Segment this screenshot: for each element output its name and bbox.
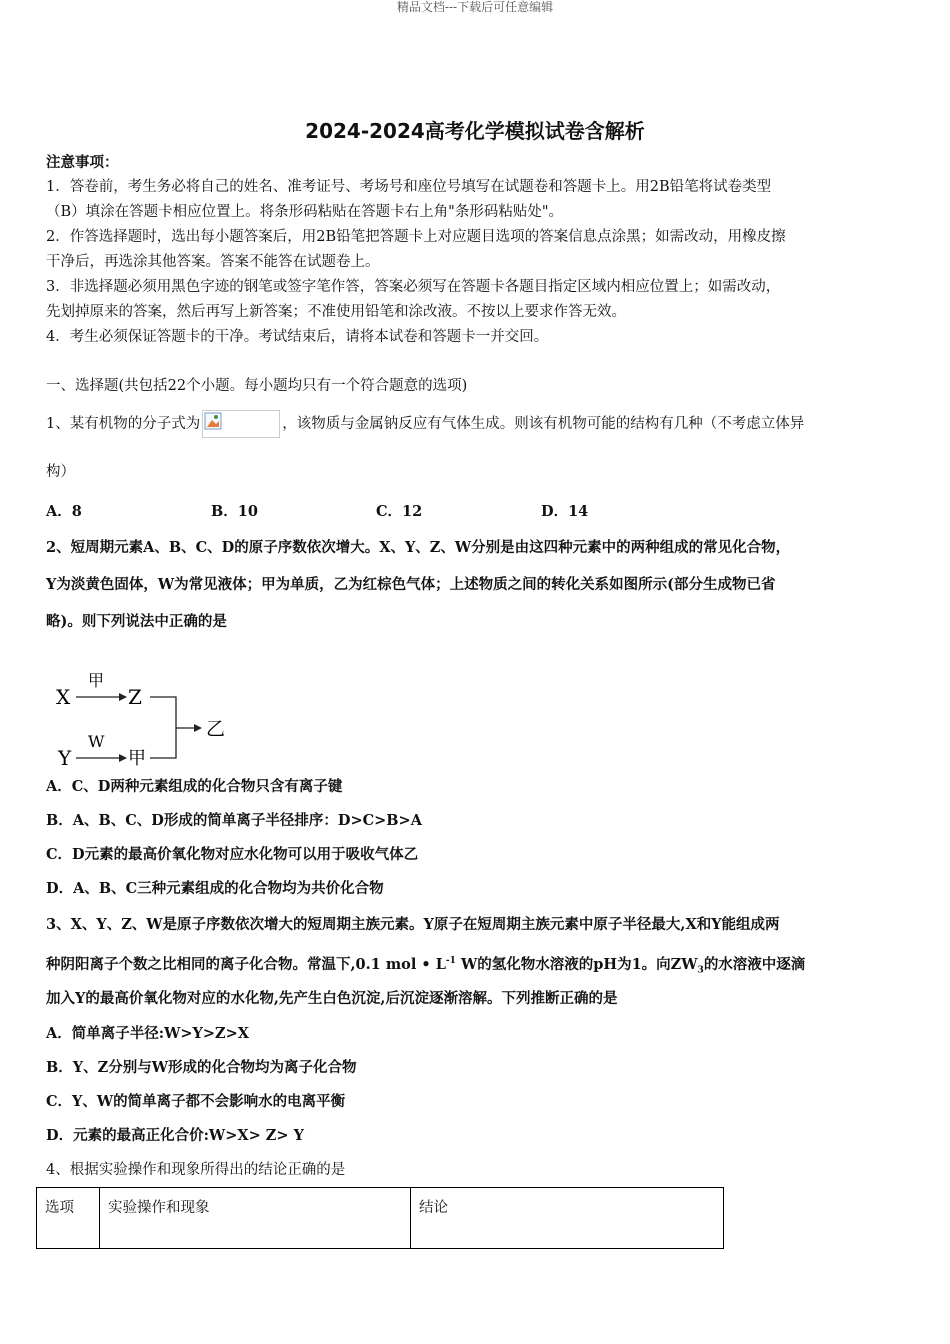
q3-stem-line: 3、X、Y、Z、W是原子序数依次增大的短周期主族元素。Y原子在短周期主族元素中原子半径最大,X和Y能组成两	[46, 916, 780, 933]
section-heading: 一、选择题(共包括22个小题。每小题均只有一个符合题意的选项)	[46, 378, 468, 394]
q4-stem: 4、根据实验操作和现象所得出的结论正确的是	[46, 1162, 346, 1178]
q2-stem-line: 略)。则下列说法中正确的是	[46, 613, 227, 630]
q3-line2-a: 种阴阳离子个数之比相同的离子化合物。常温下,0.1 mol • L	[46, 955, 446, 973]
diagram-x: X	[56, 685, 71, 709]
q3-line2-b: W的氢化物水溶液的pH为1。向ZW	[455, 955, 698, 973]
q1-option-d: D．14	[541, 503, 589, 520]
table-header-row	[37, 1188, 724, 1249]
notice-line: 2．作答选择题时，选出每小题答案后，用2B铅笔把答题卡上对应题目选项的答案信息点涂黑；如需改动，用橡皮擦	[46, 229, 786, 245]
document-body	[46, 150, 904, 1249]
q3-line2-c: 的水溶液中逐滴	[703, 955, 806, 973]
q2-option-d: D．A、B、C三种元素组成的化合物均为共价化合物	[46, 880, 384, 897]
notice-line: 先划掉原来的答案，然后再写上新答案；不准使用铅笔和涂改液。不按以上要求作答无效。	[46, 304, 626, 320]
q3-stem-line: 加入Y的最高价氧化物对应的水化物,先产生白色沉淀,后沉淀逐渐溶解。下列推断正确的是	[46, 990, 618, 1007]
q3-option-c: C．Y、W的简单离子都不会影响水的电离平衡	[46, 1093, 346, 1110]
notice-line: 1．答卷前，考生务必将自己的姓名、准考证号、考场号和座位号填写在试题卷和答题卡上。用2B铅笔将试卷类型	[46, 179, 772, 195]
q2-option-c: C．D元素的最高价氧化物对应水化物可以用于吸收气体乙	[46, 846, 419, 863]
diagram-w: W	[88, 732, 105, 751]
q1-stem-cont: 构）	[46, 464, 75, 480]
q2-stem-line: 2、短周期元素A、B、C、D的原子序数依次增大。X、Y、Z、W分别是由这四种元素中的两种组成的常见化合物，	[46, 539, 791, 556]
q1-stem-after: ，该物质与金属钠反应有气体生成。则该有机物可能的结构有几种（不考虑立体异	[282, 416, 805, 432]
diagram-y: Y	[58, 746, 72, 770]
q3-option-a: A．简单离子半径:W>Y>Z>X	[46, 1025, 250, 1042]
diagram-yi: 乙	[206, 718, 226, 740]
q1-option-c: C．12	[376, 503, 423, 520]
q3-line2-sup: -1	[445, 956, 456, 966]
notice-line: （B）填涂在答题卡相应位置上。将条形码粘贴在答题卡右上角"条形码粘贴处"。	[46, 204, 563, 220]
q4-table	[36, 1187, 724, 1249]
q1-stem	[46, 399, 904, 449]
q3-line2-sub: 3	[697, 965, 704, 976]
q1-option-a: A．8	[46, 503, 82, 520]
notice-line: 4．考生必须保证答题卡的干净。考试结束后，请将本试卷和答题卡一并交回。	[46, 329, 549, 345]
page-title: 2024-2024高考化学模拟试卷含解析	[305, 119, 645, 143]
notice-heading: 注意事项：	[46, 154, 119, 171]
q2-option-a: A．C、D两种元素组成的化合物只含有离子键	[46, 778, 343, 795]
notice-line: 干净后，再选涂其他答案。答案不能答在试题卷上。	[46, 254, 380, 270]
q3-option-b: B．Y、Z分别与W形成的化合物均为离子化合物	[46, 1059, 357, 1076]
page-header: 精品文档---下载后可任意编辑	[396, 0, 554, 14]
diagram-z: Z	[128, 685, 142, 709]
reaction-diagram	[46, 640, 904, 770]
diagram-jia-top: 甲	[88, 671, 105, 690]
diagram-jia-bottom: 甲	[128, 748, 146, 769]
q1-option-b: B．10	[211, 503, 258, 520]
q1-options	[46, 495, 904, 529]
broken-image-icon	[202, 410, 280, 438]
notice-line: 3．非选择题必须用黑色字迹的钢笔或签字笔作答，答案必须写在答题卡各题目指定区域内相应位置上；如需改动，	[46, 279, 781, 295]
q3-stem-line2	[46, 943, 904, 980]
q2-stem-line: Y为淡黄色固体，W为常见液体；甲为单质，乙为红棕色气体；上述物质之间的转化关系如图所示(部分生成物已省	[46, 576, 776, 593]
q1-stem-before: 1、某有机物的分子式为	[46, 416, 201, 432]
table-header-option: 选项	[37, 1188, 100, 1249]
q3-option-d: D．元素的最高正化合价:W>X> Z> Y	[46, 1127, 304, 1144]
q2-option-b: B．A、B、C、D形成的简单离子半径排序：D>C>B>A	[46, 812, 422, 829]
table-header-operation: 实验操作和现象	[100, 1188, 411, 1249]
table-header-conclusion: 结论	[411, 1188, 724, 1249]
